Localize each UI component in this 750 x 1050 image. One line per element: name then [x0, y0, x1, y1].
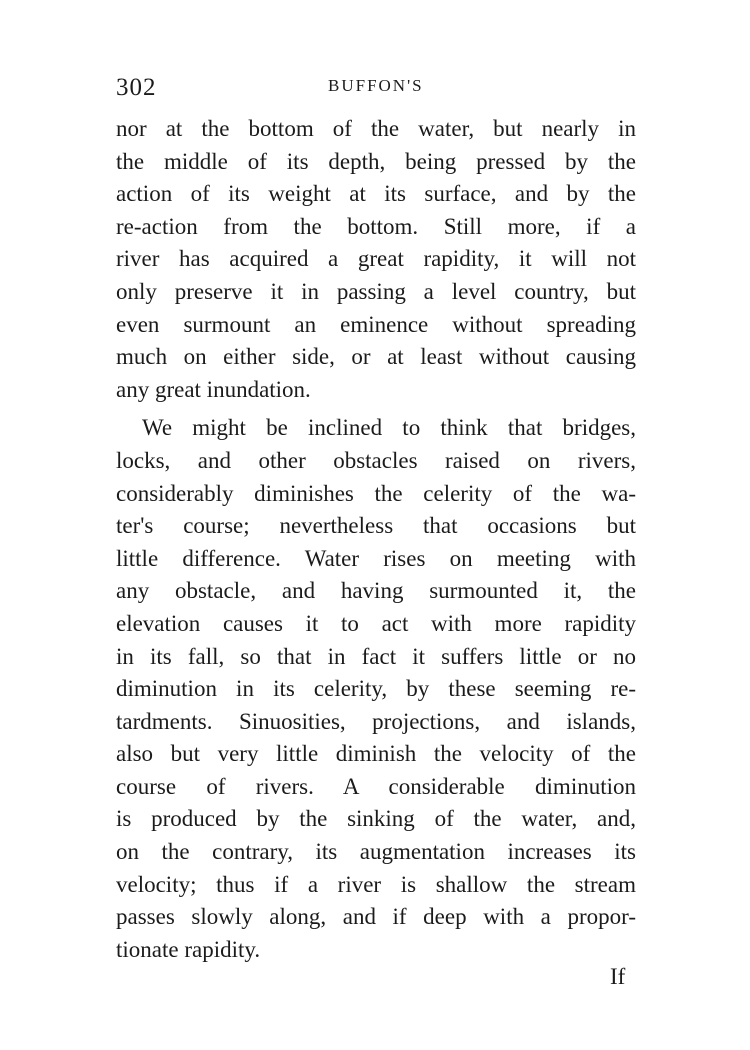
catchword: If — [610, 964, 626, 989]
text-line: action of its weight at its surface, and by the — [116, 181, 636, 207]
text-line: tardments. Sinuosities, projections, and islands, — [116, 708, 636, 734]
text-line: velocity; thus if a river is shallow the stream — [116, 871, 636, 897]
text-line: even surmount an eminence without spreading — [116, 311, 636, 337]
text-line: any great inundation. — [116, 376, 311, 402]
paragraph-2 — [116, 412, 636, 966]
text-line: elevation causes it to act with more rapidity — [116, 610, 636, 636]
text-line: course of rivers. A considerable diminution — [116, 773, 636, 799]
text-line: much on either side, or at least without causing — [116, 344, 636, 370]
text-line: also but very little diminish the velocity of the — [116, 741, 636, 767]
text-line: considerably diminishes the celerity of the wa- — [116, 480, 636, 506]
text-line: little difference. Water rises on meeting with — [116, 545, 636, 571]
text-line: only preserve it in passing a level country, but — [116, 278, 636, 304]
text-line: tionate rapidity. — [116, 936, 261, 962]
page-number: 302 — [116, 74, 157, 101]
text-line: re-action from the bottom. Still more, if a — [116, 213, 636, 239]
text-line: the middle of its depth, being pressed by the — [116, 148, 636, 174]
text-line: in its fall, so that in fact it suffers little or no — [116, 643, 636, 669]
text-line: diminution in its celerity, by these seeming re- — [116, 676, 636, 702]
text-line: locks, and other obstacles raised on rivers, — [116, 447, 636, 473]
text-line: We might be inclined to think that bridges, — [142, 415, 636, 441]
text-line: on the contrary, its augmentation increases its — [116, 839, 636, 865]
text-line: nor at the bottom of the water, but nearly in — [116, 116, 636, 141]
text-line: passes slowly along, and if deep with a propor- — [116, 904, 636, 930]
paragraph-1 — [116, 113, 636, 406]
running-head — [114, 68, 634, 104]
running-title: BUFFON'S — [328, 76, 424, 95]
body-text — [116, 113, 636, 966]
text-line: is produced by the sinking of the water, and, — [116, 806, 636, 832]
text-line: any obstacle, and having surmounted it, the — [116, 578, 636, 604]
text-line: ter's course; nevertheless that occasions but — [116, 513, 636, 539]
text-line: river has acquired a great rapidity, it will not — [116, 246, 636, 272]
